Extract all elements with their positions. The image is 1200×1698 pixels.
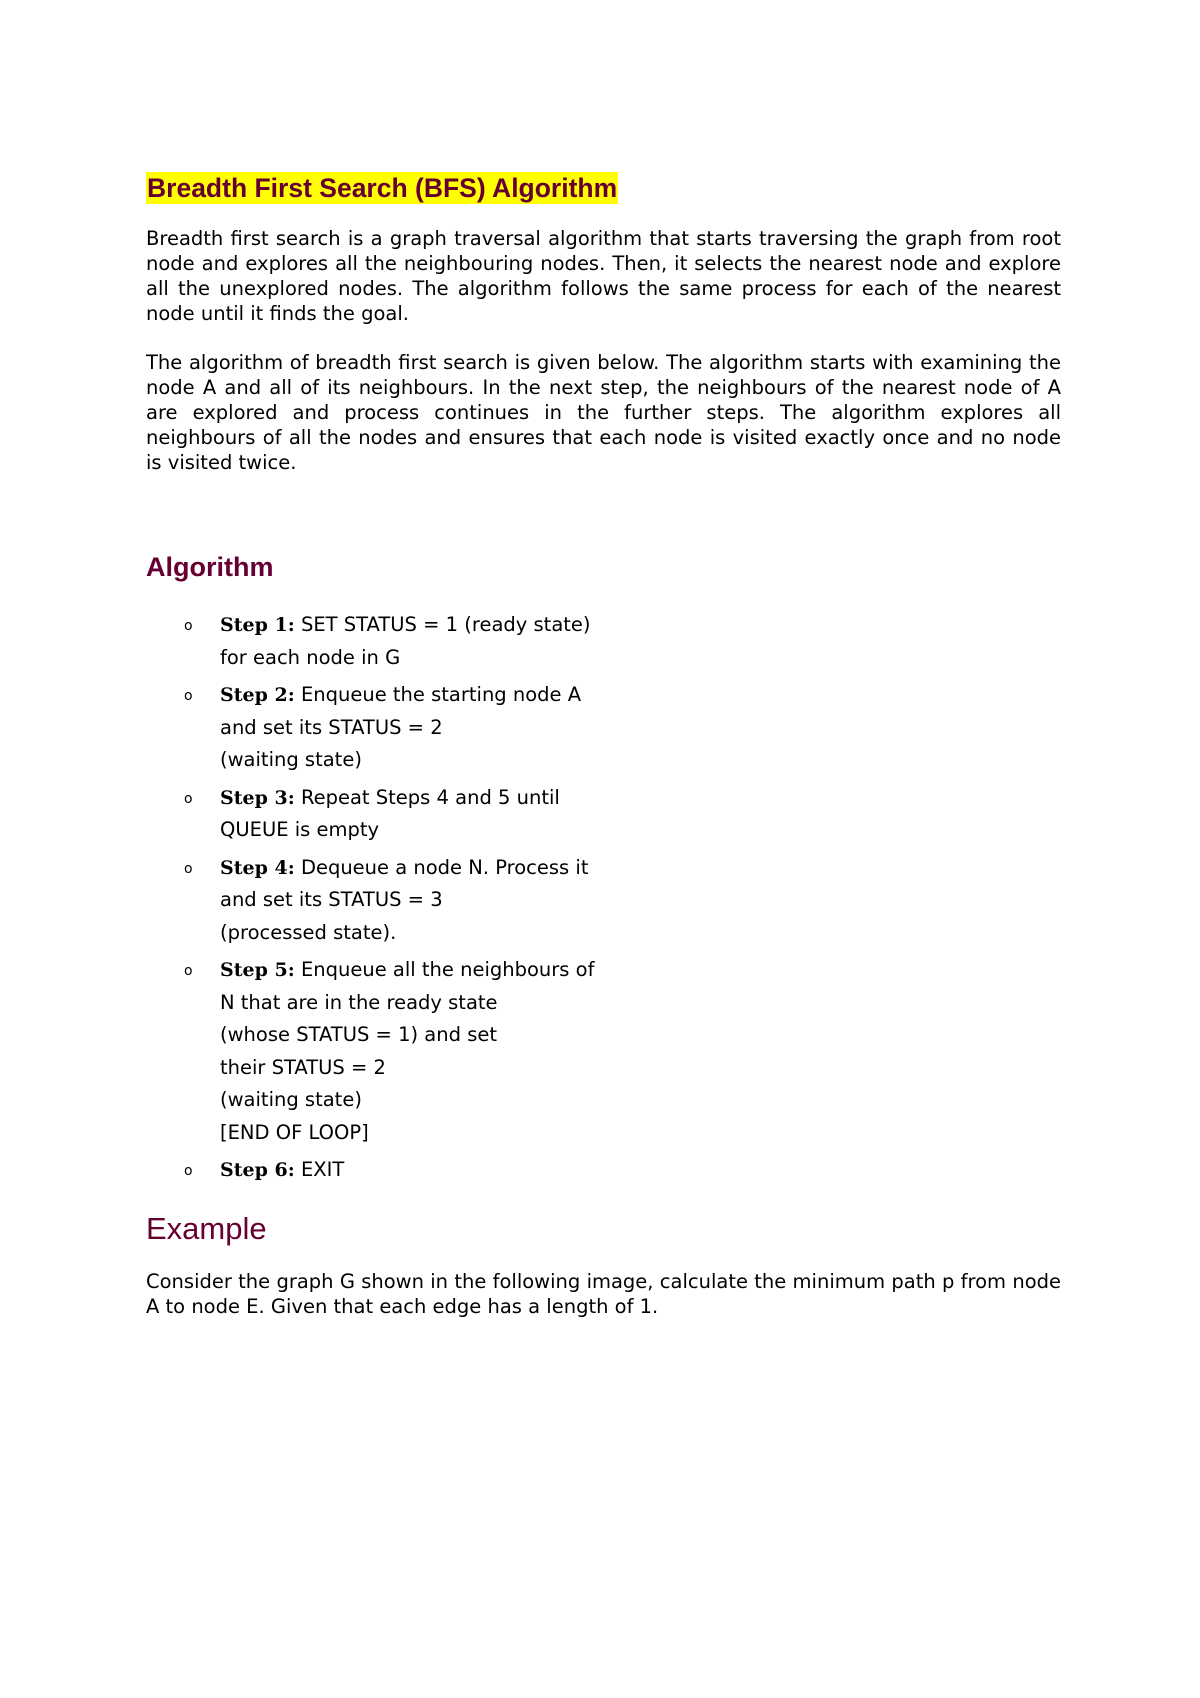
bullet-icon: o [184, 688, 193, 704]
step-item-1 [146, 609, 1061, 674]
bullet-icon: o [184, 1163, 193, 1179]
step-text: (processed state). [220, 920, 397, 944]
step-text: Dequeue a node N. Process it [300, 855, 589, 879]
step-item-3 [146, 782, 1061, 847]
step-item-2 [146, 679, 1061, 777]
step-text: [END OF LOOP] [220, 1120, 369, 1144]
step-text: for each node in G [220, 645, 401, 669]
step-text: and set its STATUS = 2 [220, 715, 443, 739]
step-item-4 [146, 852, 1061, 950]
bullet-icon: o [184, 618, 193, 634]
step-text: Enqueue the starting node A [300, 683, 582, 706]
step-text: and set its STATUS = 3 [220, 888, 443, 911]
step-text: Enqueue all the neighbours of [300, 958, 595, 981]
step-item-6 [146, 1154, 1061, 1187]
algorithm-heading: Algorithm [146, 552, 274, 582]
step-text: (whose STATUS = 1) and set [220, 1023, 497, 1046]
example-heading: Example [146, 1210, 267, 1246]
document-title: Breadth First Search (BFS) Algorithm [147, 173, 618, 203]
intro-paragraph: Breadth first search is a graph traversal algorithm that starts traversing the graph from root node and explores all the neighbouring nodes. Then, it selects the nearest node and explore all the unexplored nodes. The algorithm follows the same process for each of the nearest node until it finds the goal. [146, 227, 1061, 325]
step-text: QUEUE is empty [220, 818, 380, 841]
step-text: (waiting state) [220, 1088, 362, 1111]
step-text: (waiting state) [220, 748, 362, 771]
step-text: N that are in the ready state [220, 990, 498, 1014]
step-label: Step 3: [220, 786, 295, 809]
step-text: SET STATUS = 1 (ready state) [300, 613, 591, 636]
document-content [146, 172, 1061, 1319]
step-label: Step 6: [220, 1159, 295, 1181]
algorithm-steps-list [146, 609, 1061, 1187]
step-text: EXIT [300, 1158, 345, 1181]
step-text: Repeat Steps 4 and 5 until [300, 785, 560, 809]
step-item-5 [146, 954, 1061, 1149]
example-paragraph: Consider the graph G shown in the following image, calculate the minimum path p from node A to node E. Given that each edge has a length of 1. [146, 1269, 1061, 1318]
bullet-icon: o [184, 790, 193, 807]
step-label: Step 1: [220, 614, 295, 636]
description-paragraph: The algorithm of breadth first search is given below. The algorithm starts with examining the node A and all of its neighbours. In the next step, the neighbours of the nearest node of A are explored and process continues in the further steps. The algorithm explores all neighbours of all the nodes and ensures that each node is visited exactly once and no node is visited twice. [146, 351, 1061, 474]
step-label: Step 4: [220, 856, 295, 879]
bullet-icon: o [184, 860, 193, 877]
step-text: their STATUS = 2 [220, 1055, 386, 1079]
step-label: Step 5: [220, 959, 295, 981]
bullet-icon: o [184, 963, 193, 979]
step-label: Step 2: [220, 684, 295, 706]
